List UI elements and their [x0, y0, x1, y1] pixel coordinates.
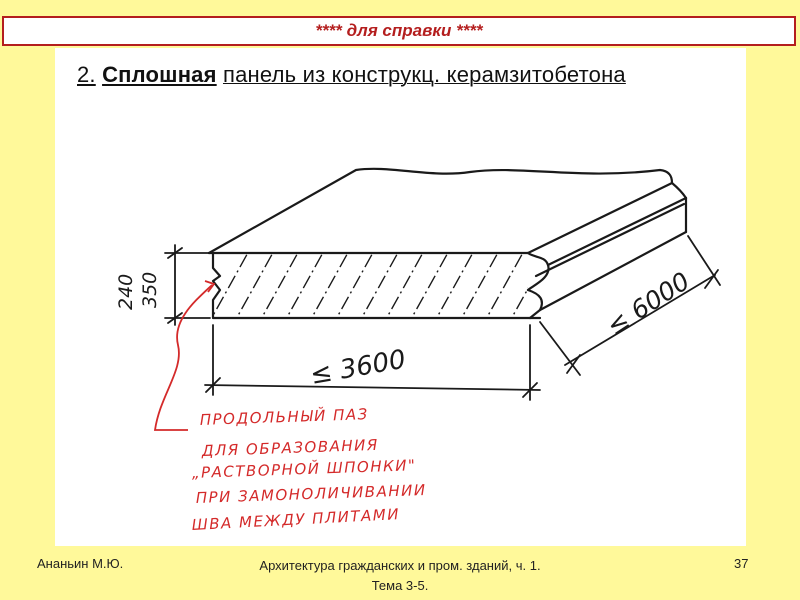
dim-thickness-350: 350	[139, 271, 161, 308]
footer-page-number: 37	[734, 556, 749, 571]
banner-text: **** для справки ****	[315, 21, 483, 40]
note-leader	[155, 285, 212, 430]
panel-top-face	[209, 169, 672, 253]
footer-course: Архитектура гражданских и пром. зданий, ч. 1. Тема 3-5.	[259, 558, 541, 593]
panel-section-outline	[213, 253, 530, 318]
note-line-4: ПРИ ЗАМОНОЛИЧИВАНИИ	[195, 480, 427, 507]
title-rest: панель из конструкц. керамзитобетона	[222, 62, 626, 87]
note-line-3: „РАСТВОРНОЙ ШПОНКИ"	[191, 456, 417, 482]
note-line-5: ШВА МЕЖДУ ПЛИТАМИ	[191, 505, 401, 534]
note-line-2: ДЛЯ ОБРАЗОВАНИЯ	[201, 435, 380, 460]
dim-thickness-240: 240	[115, 273, 137, 310]
groove-note	[191, 404, 427, 534]
footer-author: Ананьин М.Ю.	[37, 556, 124, 571]
title-bold-word: Сплошная	[102, 62, 217, 87]
dim-length-6000: ≤ 6000	[601, 266, 695, 342]
dim-width-3600: ≤ 3600	[308, 344, 408, 391]
title-number: 2.	[77, 62, 96, 87]
note-line-1: ПРОДОЛЬНЫЙ ПАЗ	[199, 405, 369, 429]
